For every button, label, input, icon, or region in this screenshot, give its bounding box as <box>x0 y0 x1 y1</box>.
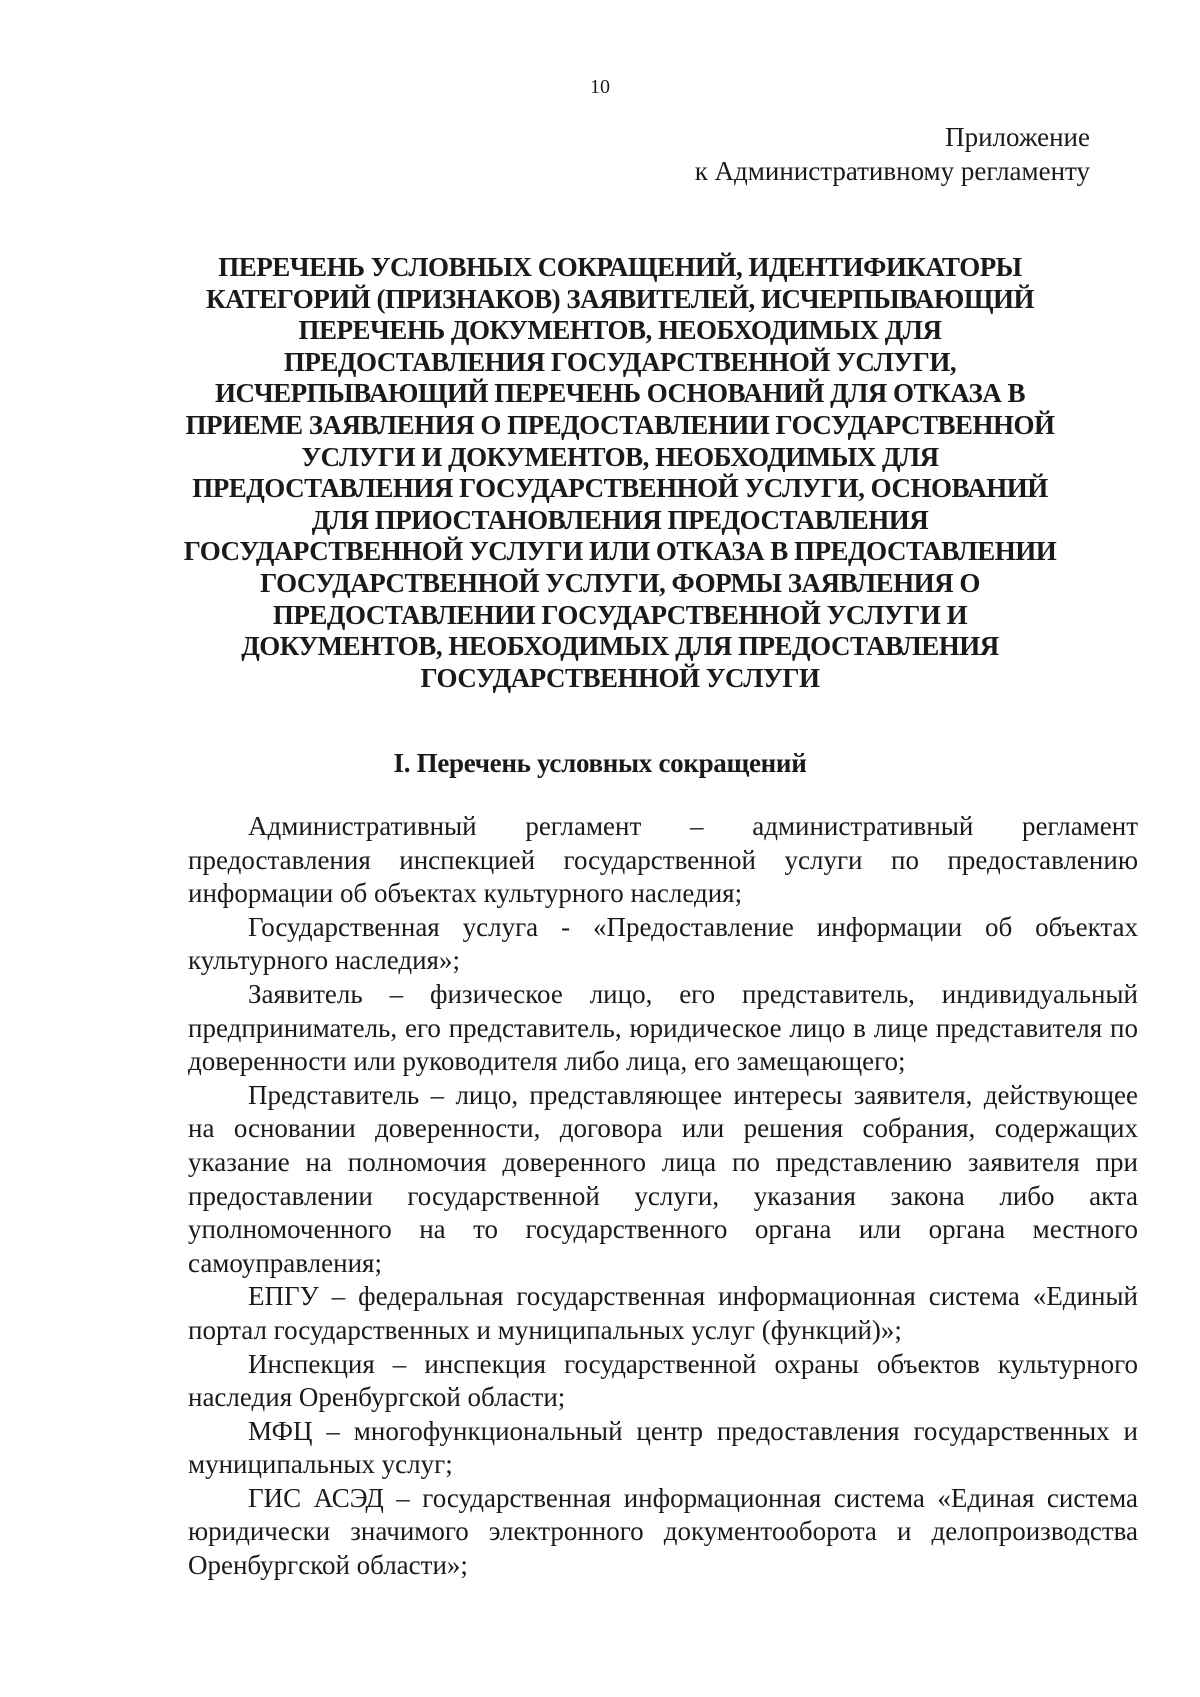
paragraph-mfc: МФЦ – многофункциональный центр предоставления государственных и муниципальных услуг; <box>188 1415 1138 1480</box>
paragraph-state-service: Государственная услуга - «Предоставление информации об объектах культурного наследия»; <box>188 911 1138 976</box>
appendix-line-2: к Административному регламенту <box>694 156 1090 186</box>
paragraph-applicant: Заявитель – физическое лицо, его представитель, индивидуальный предприниматель, его представитель, юридическое лицо в лице представителя по доверенности или руководителя либо лица, его замещающего; <box>188 978 1138 1077</box>
appendix-line-1: Приложение <box>945 122 1090 152</box>
paragraph-gis-ased: ГИС АСЭД – государственная информационная система «Единая система юридически значимого электронного документооборота и делопроизводства Оренбургской области»; <box>188 1482 1138 1581</box>
paragraph-epgu: ЕПГУ – федеральная государственная информационная система «Единый портал государственных и муниципальных услуг (функций)»; <box>188 1281 1138 1345</box>
appendix-note <box>695 120 1090 188</box>
paragraph-inspection: Инспекция – инспекция государственной охраны объектов культурного наследия Оренбургской области; <box>188 1348 1138 1413</box>
document-title: ПЕРЕЧЕНЬ УСЛОВНЫХ СОКРАЩЕНИЙ, ИДЕНТИФИКАТОРЫ КАТЕГОРИЙ (ПРИЗНАКОВ) ЗАЯВИТЕЛЕЙ, ИСЧЕРПЫВАЮЩИЙ ПЕРЕЧЕНЬ ДОКУМЕНТОВ, НЕОБХОДИМЫХ ДЛЯ ПРЕДОСТАВЛЕНИЯ ГОСУДАРСТВЕННОЙ УСЛУГИ, ИСЧЕРПЫВАЮЩИЙ ПЕРЕЧЕНЬ ОСНОВАНИЙ ДЛЯ ОТКАЗА В ПРИЕМЕ ЗАЯВЛЕНИЯ О ПРЕДОСТАВЛЕНИИ ГОСУДАРСТВЕННОЙ УСЛУГИ И ДОКУМЕНТОВ, НЕОБХОДИМЫХ ДЛЯ ПРЕДОСТАВЛЕНИЯ ГОСУДАРСТВЕННОЙ УСЛУГИ, ОСНОВАНИЙ ДЛЯ ПРИОСТАНОВЛЕНИЯ ПРЕДОСТАВЛЕНИЯ ГОСУДАРСТВЕННОЙ УСЛУГИ ИЛИ ОТКАЗА В ПРЕДОСТАВЛЕНИИ ГОСУДАРСТВЕННОЙ УСЛУГИ, ФОРМЫ ЗАЯВЛЕНИЯ О ПРЕДОСТАВЛЕНИИ ГОСУДАРСТВЕННОЙ УСЛУГИ И ДОКУМЕНТОВ, НЕОБХОДИМЫХ ДЛЯ ПРЕДОСТАВЛЕНИЯ ГОСУДАРСТВЕННОЙ УСЛУГИ <box>183 252 1057 693</box>
section-body <box>188 810 1138 1583</box>
page-number: 10 <box>590 76 610 98</box>
paragraph-administrative-regulation: Административный регламент – административный регламент предоставления инспекцией государственной услуги по предоставлению информации об объектах культурного наследия; <box>188 811 1138 909</box>
paragraph-representative: Представитель – лицо, представляющее интересы заявителя, действующее на основании доверенности, договора или решения собрания, содержащих указание на полномочия доверенного лица по представлению заявителя при предоставлении государственной услуги, указания закона либо акта уполномоченного на то государственного органа или органа местного самоуправления; <box>188 1079 1138 1278</box>
section-heading: I. Перечень условных сокращений <box>393 748 807 778</box>
